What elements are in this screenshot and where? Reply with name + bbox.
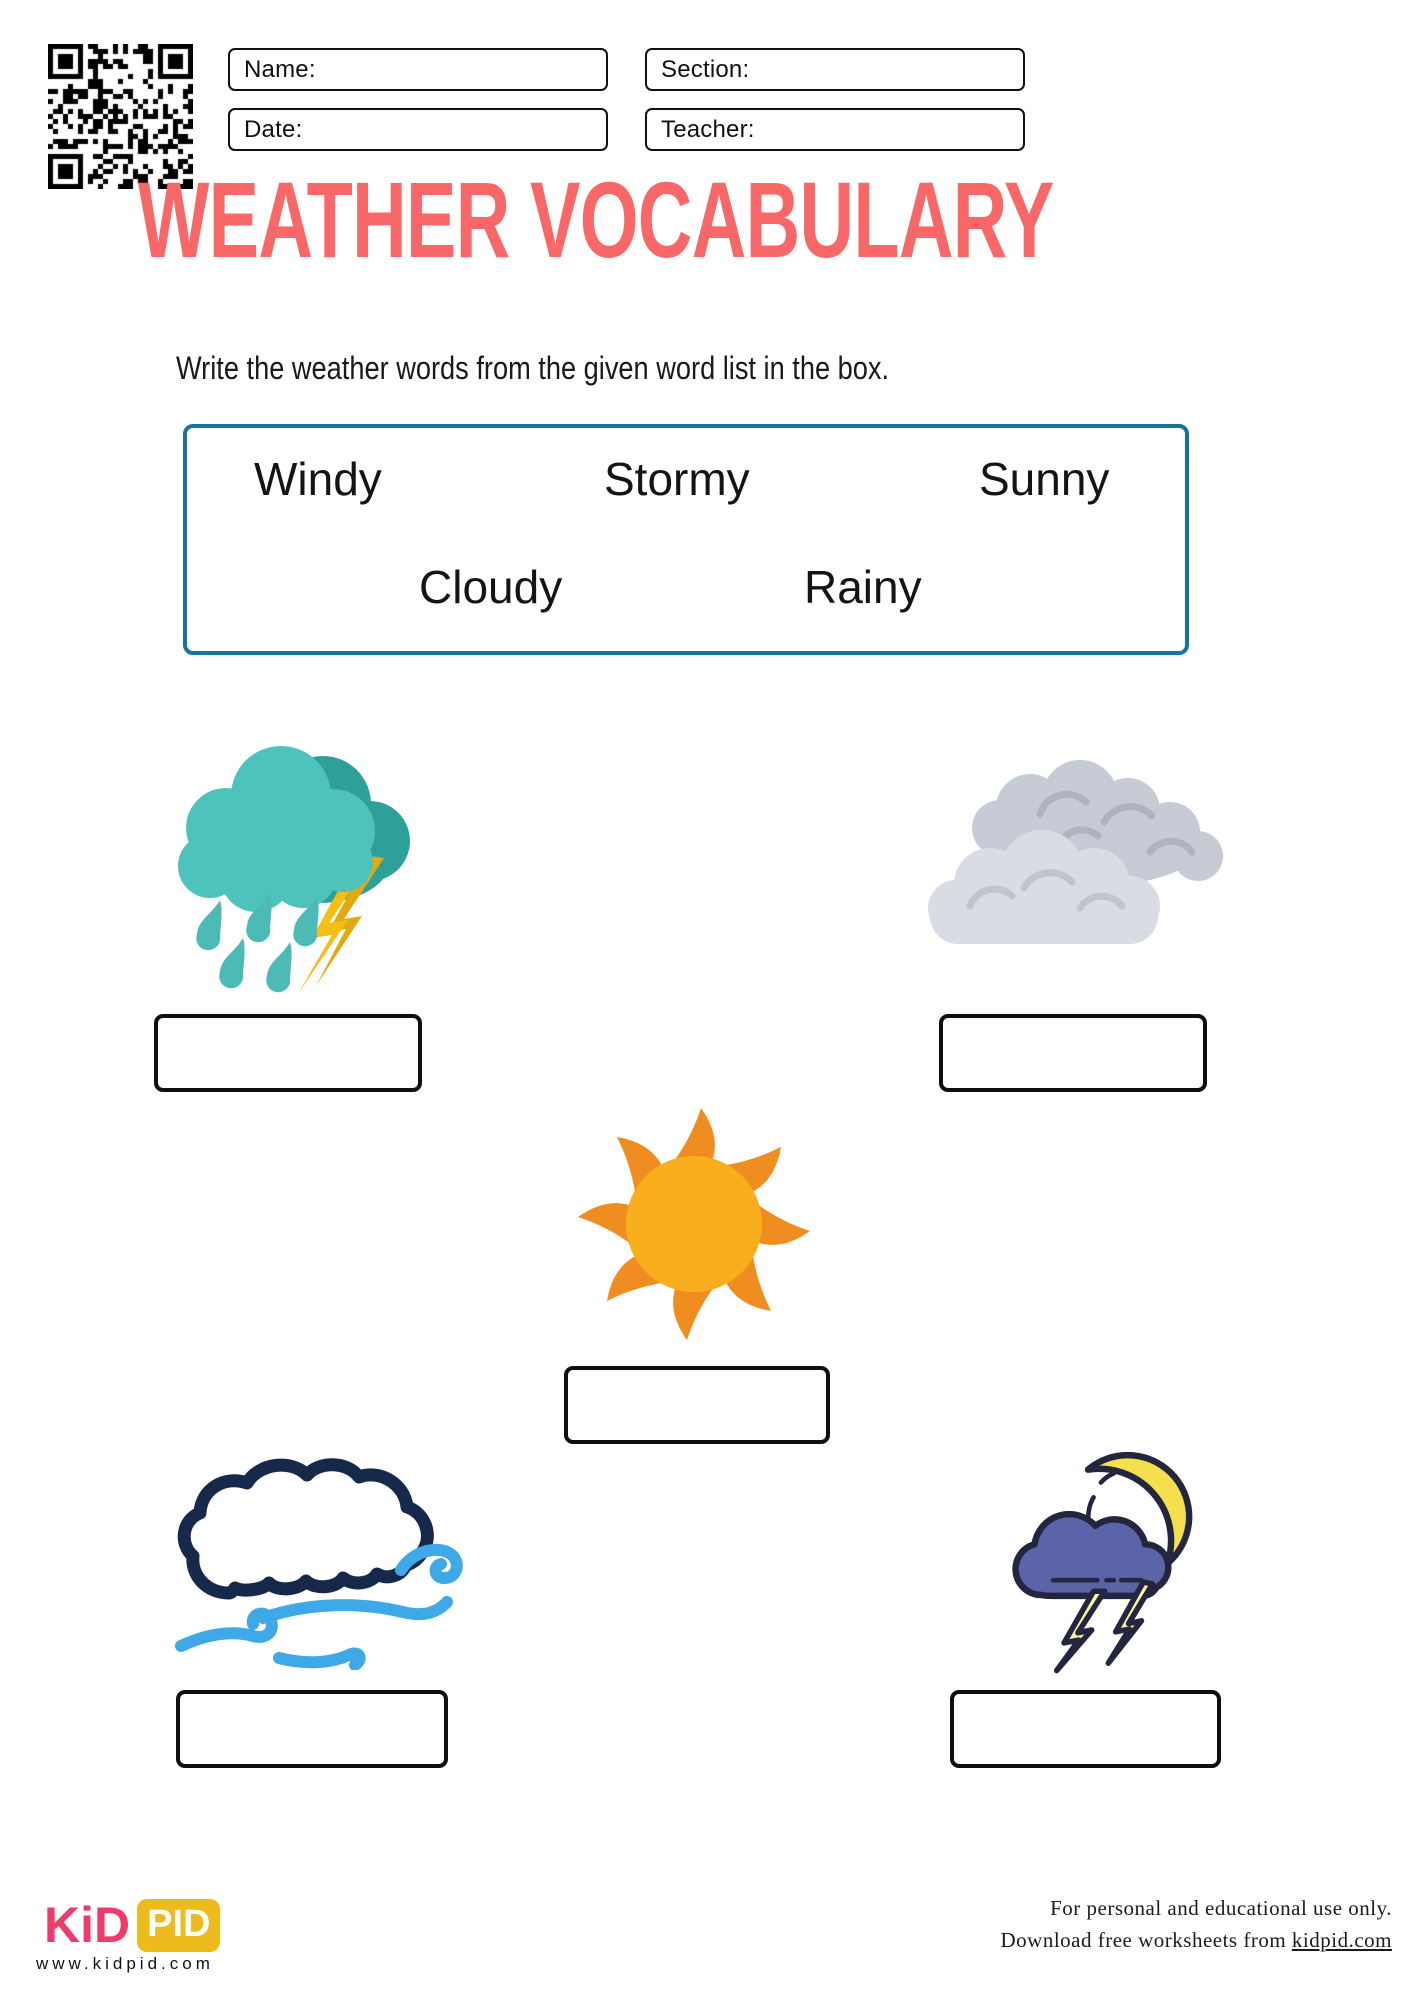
word-list-box [183,424,1189,655]
word-rainy: Rainy [804,561,922,613]
date-field[interactable] [228,108,608,151]
logo-kid-text: KiD [44,1897,131,1953]
word-windy: Windy [254,453,382,505]
logo-pid-text: PID [137,1899,220,1952]
teacher-field-label: Teacher: [661,115,755,143]
word-sunny: Sunny [979,453,1110,505]
answer-box-wind[interactable] [176,1690,448,1768]
page-title: WEATHER VOCABULARY [138,159,1054,280]
answer-box-night-storm[interactable] [950,1690,1221,1768]
night-storm-icon [975,1442,1225,1677]
sun-icon [575,1100,813,1345]
teacher-field[interactable] [645,108,1025,151]
date-field-label: Date: [244,115,303,143]
section-field-label: Section: [661,55,750,83]
section-field[interactable] [645,48,1025,91]
footer-note [1001,1893,1393,1956]
wind-cloud-icon [165,1452,465,1670]
storm-rain-cloud-icon [148,736,428,996]
instruction-text: Write the weather words from the given word list in the box. [176,350,890,386]
footer-note-line2 [1001,1925,1393,1957]
website-url: www.kidpid.com [36,1954,214,1973]
answer-box-storm-rain[interactable] [154,1014,422,1092]
name-field-label: Name: [244,55,316,83]
kidpid-link[interactable]: kidpid.com [1291,1927,1392,1952]
footer-note-line2-prefix: Download free worksheets from [1000,1927,1292,1952]
answer-box-sun[interactable] [564,1366,830,1444]
name-field[interactable] [228,48,608,91]
answer-box-clouds[interactable] [939,1014,1207,1092]
kidpid-logo [44,1896,220,1954]
gray-clouds-icon [908,756,1223,966]
word-stormy: Stormy [604,453,750,505]
footer-note-line1: For personal and educational use only. [1050,1896,1392,1920]
word-cloudy: Cloudy [419,561,563,613]
